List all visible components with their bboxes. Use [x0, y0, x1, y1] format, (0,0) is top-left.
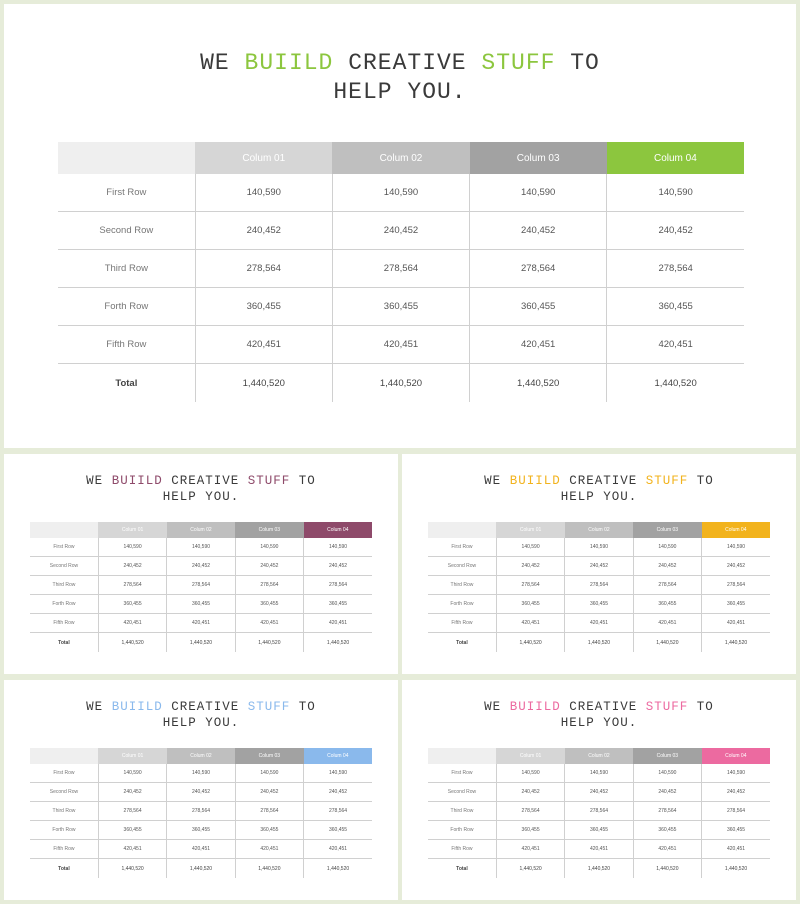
table-row	[58, 326, 744, 364]
total-row	[30, 633, 372, 653]
table-cell: 360,455	[565, 595, 633, 614]
table-cell: 240,452	[167, 783, 235, 802]
column-header-3: Colum 03	[633, 522, 701, 538]
table-cell: 420,451	[496, 840, 564, 859]
table-cell: 360,455	[633, 821, 701, 840]
table-cell: 278,564	[496, 802, 564, 821]
total-label: Total	[58, 639, 70, 646]
table-cell: 420,451	[235, 614, 303, 633]
column-header-4: Colum 04	[702, 748, 770, 764]
table-row	[30, 840, 372, 859]
table-cell: 278,564	[304, 802, 372, 821]
table-cell: 360,455	[702, 595, 770, 614]
table-cell: 420,451	[702, 614, 770, 633]
row-label: Second Row	[58, 212, 195, 250]
column-header-3: Colum 03	[633, 748, 701, 764]
title-word-to: TO	[298, 700, 316, 714]
table-cell: 140,590	[167, 538, 235, 557]
row-label: First Row	[58, 174, 195, 212]
table-row	[58, 212, 744, 250]
title-word-stuff: STUFF	[247, 474, 291, 488]
table-cell: 240,452	[565, 557, 633, 576]
total-row	[428, 859, 770, 879]
table-cell: 140,590	[496, 538, 564, 557]
table-cell: 360,455	[304, 595, 372, 614]
table-cell: 360,455	[565, 821, 633, 840]
table-cell: 360,455	[332, 288, 469, 326]
total-cell: 1,440,520	[633, 633, 701, 653]
row-label: Forth Row	[428, 821, 496, 840]
row-label: Fifth Row	[30, 614, 98, 633]
table-cell: 420,451	[332, 326, 469, 364]
table-cell: 278,564	[98, 576, 166, 595]
table-cell: 420,451	[470, 326, 607, 364]
total-cell: 1,440,520	[470, 364, 607, 403]
table-cell: 420,451	[633, 614, 701, 633]
table-cell: 360,455	[304, 821, 372, 840]
total-cell: 1,440,520	[235, 633, 303, 653]
table-cell: 278,564	[702, 802, 770, 821]
header-blank-cell	[30, 522, 98, 538]
table-row	[428, 802, 770, 821]
total-cell: 1,440,520	[332, 364, 469, 403]
title-word-buiild: BUIILD	[244, 50, 334, 76]
table-cell: 420,451	[496, 614, 564, 633]
table-row	[30, 614, 372, 633]
table-row	[428, 821, 770, 840]
title-word-to: TO	[298, 474, 316, 488]
table-cell: 360,455	[235, 595, 303, 614]
table-header-row	[30, 748, 372, 764]
total-label: Total	[58, 865, 70, 872]
table-cell: 240,452	[332, 212, 469, 250]
row-label: Third Row	[30, 576, 98, 595]
column-header-1: Colum 01	[98, 748, 166, 764]
header-blank-cell	[58, 142, 195, 174]
row-label: Fifth Row	[428, 614, 496, 633]
title-word-stuff: STUFF	[481, 50, 556, 76]
table-cell: 278,564	[195, 250, 332, 288]
total-cell: 1,440,520	[702, 633, 770, 653]
title-word-stuff: STUFF	[645, 700, 689, 714]
title-word-we: WE	[200, 50, 230, 76]
table-row	[428, 764, 770, 783]
table-cell: 420,451	[195, 326, 332, 364]
column-header-2: Colum 02	[167, 748, 235, 764]
table-row	[428, 538, 770, 557]
table-cell: 278,564	[565, 802, 633, 821]
title-word-creative: CREATIVE	[348, 50, 467, 76]
table-cell: 278,564	[633, 576, 701, 595]
column-header-2: Colum 02	[167, 522, 235, 538]
table-cell: 140,590	[98, 538, 166, 557]
table-row	[58, 250, 744, 288]
title-word-stuff: STUFF	[247, 700, 291, 714]
title-word-creative: CREATIVE	[171, 474, 240, 488]
data-table	[30, 748, 372, 878]
header-blank-cell	[30, 748, 98, 764]
title-word-to: TO	[696, 474, 714, 488]
slide-title	[402, 700, 796, 731]
table-cell: 360,455	[167, 821, 235, 840]
table-cell: 278,564	[607, 250, 744, 288]
total-cell: 1,440,520	[702, 859, 770, 879]
table-cell: 420,451	[167, 840, 235, 859]
table-cell: 420,451	[633, 840, 701, 859]
column-header-4: Colum 04	[304, 522, 372, 538]
title-line-1	[4, 474, 398, 490]
total-cell: 1,440,520	[195, 364, 332, 403]
title-line-2: HELP YOU.	[333, 78, 467, 105]
total-cell: 1,440,520	[235, 859, 303, 879]
table-cell: 278,564	[167, 802, 235, 821]
table-cell: 278,564	[702, 576, 770, 595]
header-blank-cell	[428, 748, 496, 764]
table-row	[428, 614, 770, 633]
table-cell: 278,564	[565, 576, 633, 595]
table-cell: 360,455	[235, 821, 303, 840]
table-row	[30, 538, 372, 557]
row-label: Forth Row	[30, 595, 98, 614]
table-cell: 140,590	[633, 538, 701, 557]
table-cell: 420,451	[235, 840, 303, 859]
table-row	[58, 288, 744, 326]
table-row	[428, 576, 770, 595]
total-cell: 1,440,520	[496, 859, 564, 879]
table-row	[428, 557, 770, 576]
slide-variant-c	[4, 680, 398, 900]
total-cell: 1,440,520	[565, 633, 633, 653]
title-word-to: TO	[570, 50, 600, 76]
title-word-buiild: BUIILD	[509, 700, 561, 714]
row-label: Second Row	[30, 557, 98, 576]
table-header-row	[58, 142, 744, 174]
title-line-2: HELP YOU.	[162, 715, 240, 730]
row-label: First Row	[30, 538, 98, 557]
column-header-4: Colum 04	[607, 142, 744, 174]
table-cell: 140,590	[633, 764, 701, 783]
table-cell: 360,455	[496, 595, 564, 614]
table-cell: 140,590	[470, 174, 607, 212]
row-label: Fifth Row	[30, 840, 98, 859]
table-row	[428, 840, 770, 859]
table-cell: 420,451	[304, 614, 372, 633]
table-cell: 140,590	[565, 764, 633, 783]
table-cell: 140,590	[496, 764, 564, 783]
table-row	[58, 174, 744, 212]
row-label: Second Row	[30, 783, 98, 802]
table-cell: 240,452	[633, 783, 701, 802]
slide-title	[4, 474, 398, 505]
total-cell: 1,440,520	[167, 633, 235, 653]
title-line-1	[4, 49, 796, 78]
title-word-creative: CREATIVE	[171, 700, 240, 714]
table-row	[30, 576, 372, 595]
table-cell: 240,452	[702, 557, 770, 576]
table-row	[30, 783, 372, 802]
title-word-buiild: BUIILD	[509, 474, 561, 488]
total-label: Total	[456, 639, 468, 646]
table-cell: 360,455	[702, 821, 770, 840]
table-cell: 278,564	[235, 802, 303, 821]
table-row	[30, 557, 372, 576]
table-cell: 240,452	[633, 557, 701, 576]
total-cell: 1,440,520	[607, 364, 744, 403]
row-label: Forth Row	[30, 821, 98, 840]
table-cell: 140,590	[195, 174, 332, 212]
table-cell: 140,590	[167, 764, 235, 783]
row-label: Third Row	[428, 576, 496, 595]
title-line-1	[402, 474, 796, 490]
row-label: Second Row	[428, 783, 496, 802]
total-cell: 1,440,520	[98, 633, 166, 653]
table-cell: 360,455	[470, 288, 607, 326]
column-header-3: Colum 03	[235, 522, 303, 538]
table-cell: 420,451	[98, 840, 166, 859]
table-cell: 240,452	[235, 557, 303, 576]
table-cell: 420,451	[304, 840, 372, 859]
table-cell: 420,451	[702, 840, 770, 859]
table-cell: 140,590	[98, 764, 166, 783]
table-cell: 278,564	[470, 250, 607, 288]
table-cell: 420,451	[565, 840, 633, 859]
table-header-row	[30, 522, 372, 538]
title-word-we: WE	[484, 474, 502, 488]
table-cell: 240,452	[304, 783, 372, 802]
data-table	[58, 142, 744, 402]
total-cell: 1,440,520	[167, 859, 235, 879]
table-cell: 240,452	[565, 783, 633, 802]
table-cell: 360,455	[195, 288, 332, 326]
table-cell: 140,590	[235, 538, 303, 557]
title-word-buiild: BUIILD	[111, 700, 163, 714]
table-cell: 240,452	[195, 212, 332, 250]
total-cell: 1,440,520	[633, 859, 701, 879]
total-label: Total	[115, 377, 138, 389]
column-header-2: Colum 02	[565, 522, 633, 538]
total-row	[30, 859, 372, 879]
table-cell: 140,590	[235, 764, 303, 783]
table-cell: 140,590	[304, 764, 372, 783]
row-label: Forth Row	[428, 595, 496, 614]
title-word-to: TO	[696, 700, 714, 714]
column-header-2: Colum 02	[332, 142, 469, 174]
total-row	[428, 633, 770, 653]
table-cell: 240,452	[470, 212, 607, 250]
slide-title	[4, 700, 398, 731]
table-cell: 140,590	[702, 764, 770, 783]
title-word-creative: CREATIVE	[569, 700, 638, 714]
column-header-1: Colum 01	[496, 522, 564, 538]
column-header-1: Colum 01	[98, 522, 166, 538]
row-label: First Row	[428, 538, 496, 557]
column-header-4: Colum 04	[304, 748, 372, 764]
table-row	[428, 783, 770, 802]
table-cell: 360,455	[98, 821, 166, 840]
title-word-we: WE	[484, 700, 502, 714]
table-cell: 278,564	[633, 802, 701, 821]
title-word-creative: CREATIVE	[569, 474, 638, 488]
table-header-row	[428, 522, 770, 538]
table-cell: 360,455	[98, 595, 166, 614]
table-cell: 240,452	[304, 557, 372, 576]
total-row	[58, 364, 744, 403]
slide-variant-b	[402, 454, 796, 674]
column-header-2: Colum 02	[565, 748, 633, 764]
column-header-1: Colum 01	[195, 142, 332, 174]
table-cell: 140,590	[565, 538, 633, 557]
title-line-1	[402, 700, 796, 716]
table-cell: 360,455	[496, 821, 564, 840]
column-header-1: Colum 01	[496, 748, 564, 764]
title-line-1	[4, 700, 398, 716]
total-cell: 1,440,520	[304, 633, 372, 653]
table-cell: 140,590	[607, 174, 744, 212]
row-label: Second Row	[428, 557, 496, 576]
table-cell: 140,590	[702, 538, 770, 557]
table-cell: 278,564	[332, 250, 469, 288]
slide-title	[402, 474, 796, 505]
table-cell: 240,452	[702, 783, 770, 802]
slide-title	[4, 49, 796, 107]
title-word-we: WE	[86, 474, 104, 488]
slide-variant-a	[4, 454, 398, 674]
total-cell: 1,440,520	[565, 859, 633, 879]
table-cell: 240,452	[607, 212, 744, 250]
table-cell: 240,452	[496, 557, 564, 576]
row-label: First Row	[428, 764, 496, 783]
table-cell: 240,452	[496, 783, 564, 802]
column-header-3: Colum 03	[470, 142, 607, 174]
title-word-we: WE	[86, 700, 104, 714]
row-label: Third Row	[58, 250, 195, 288]
table-header-row	[428, 748, 770, 764]
table-cell: 240,452	[98, 557, 166, 576]
row-label: Third Row	[428, 802, 496, 821]
total-cell: 1,440,520	[304, 859, 372, 879]
slide-variant-d	[402, 680, 796, 900]
table-cell: 360,455	[633, 595, 701, 614]
table-cell: 420,451	[607, 326, 744, 364]
data-table	[30, 522, 372, 652]
data-table	[428, 748, 770, 878]
total-label: Total	[456, 865, 468, 872]
table-cell: 360,455	[167, 595, 235, 614]
table-row	[30, 595, 372, 614]
row-label: Third Row	[30, 802, 98, 821]
row-label: First Row	[30, 764, 98, 783]
total-cell: 1,440,520	[98, 859, 166, 879]
data-table	[428, 522, 770, 652]
row-label: Fifth Row	[58, 326, 195, 364]
column-header-3: Colum 03	[235, 748, 303, 764]
header-blank-cell	[428, 522, 496, 538]
table-cell: 240,452	[98, 783, 166, 802]
table-cell: 278,564	[496, 576, 564, 595]
table-cell: 240,452	[235, 783, 303, 802]
total-cell: 1,440,520	[496, 633, 564, 653]
table-cell: 278,564	[98, 802, 166, 821]
table-cell: 240,452	[167, 557, 235, 576]
table-cell: 420,451	[565, 614, 633, 633]
title-line-2: HELP YOU.	[162, 489, 240, 504]
table-cell: 140,590	[332, 174, 469, 212]
table-cell: 278,564	[235, 576, 303, 595]
table-row	[30, 764, 372, 783]
table-cell: 278,564	[304, 576, 372, 595]
row-label: Fifth Row	[428, 840, 496, 859]
title-word-stuff: STUFF	[645, 474, 689, 488]
column-header-4: Colum 04	[702, 522, 770, 538]
table-cell: 360,455	[607, 288, 744, 326]
table-cell: 420,451	[98, 614, 166, 633]
title-line-2: HELP YOU.	[560, 715, 638, 730]
table-cell: 278,564	[167, 576, 235, 595]
title-word-buiild: BUIILD	[111, 474, 163, 488]
title-line-2: HELP YOU.	[560, 489, 638, 504]
table-row	[428, 595, 770, 614]
table-cell: 140,590	[304, 538, 372, 557]
row-label: Forth Row	[58, 288, 195, 326]
table-cell: 420,451	[167, 614, 235, 633]
table-row	[30, 802, 372, 821]
table-row	[30, 821, 372, 840]
slide-main	[4, 4, 796, 448]
